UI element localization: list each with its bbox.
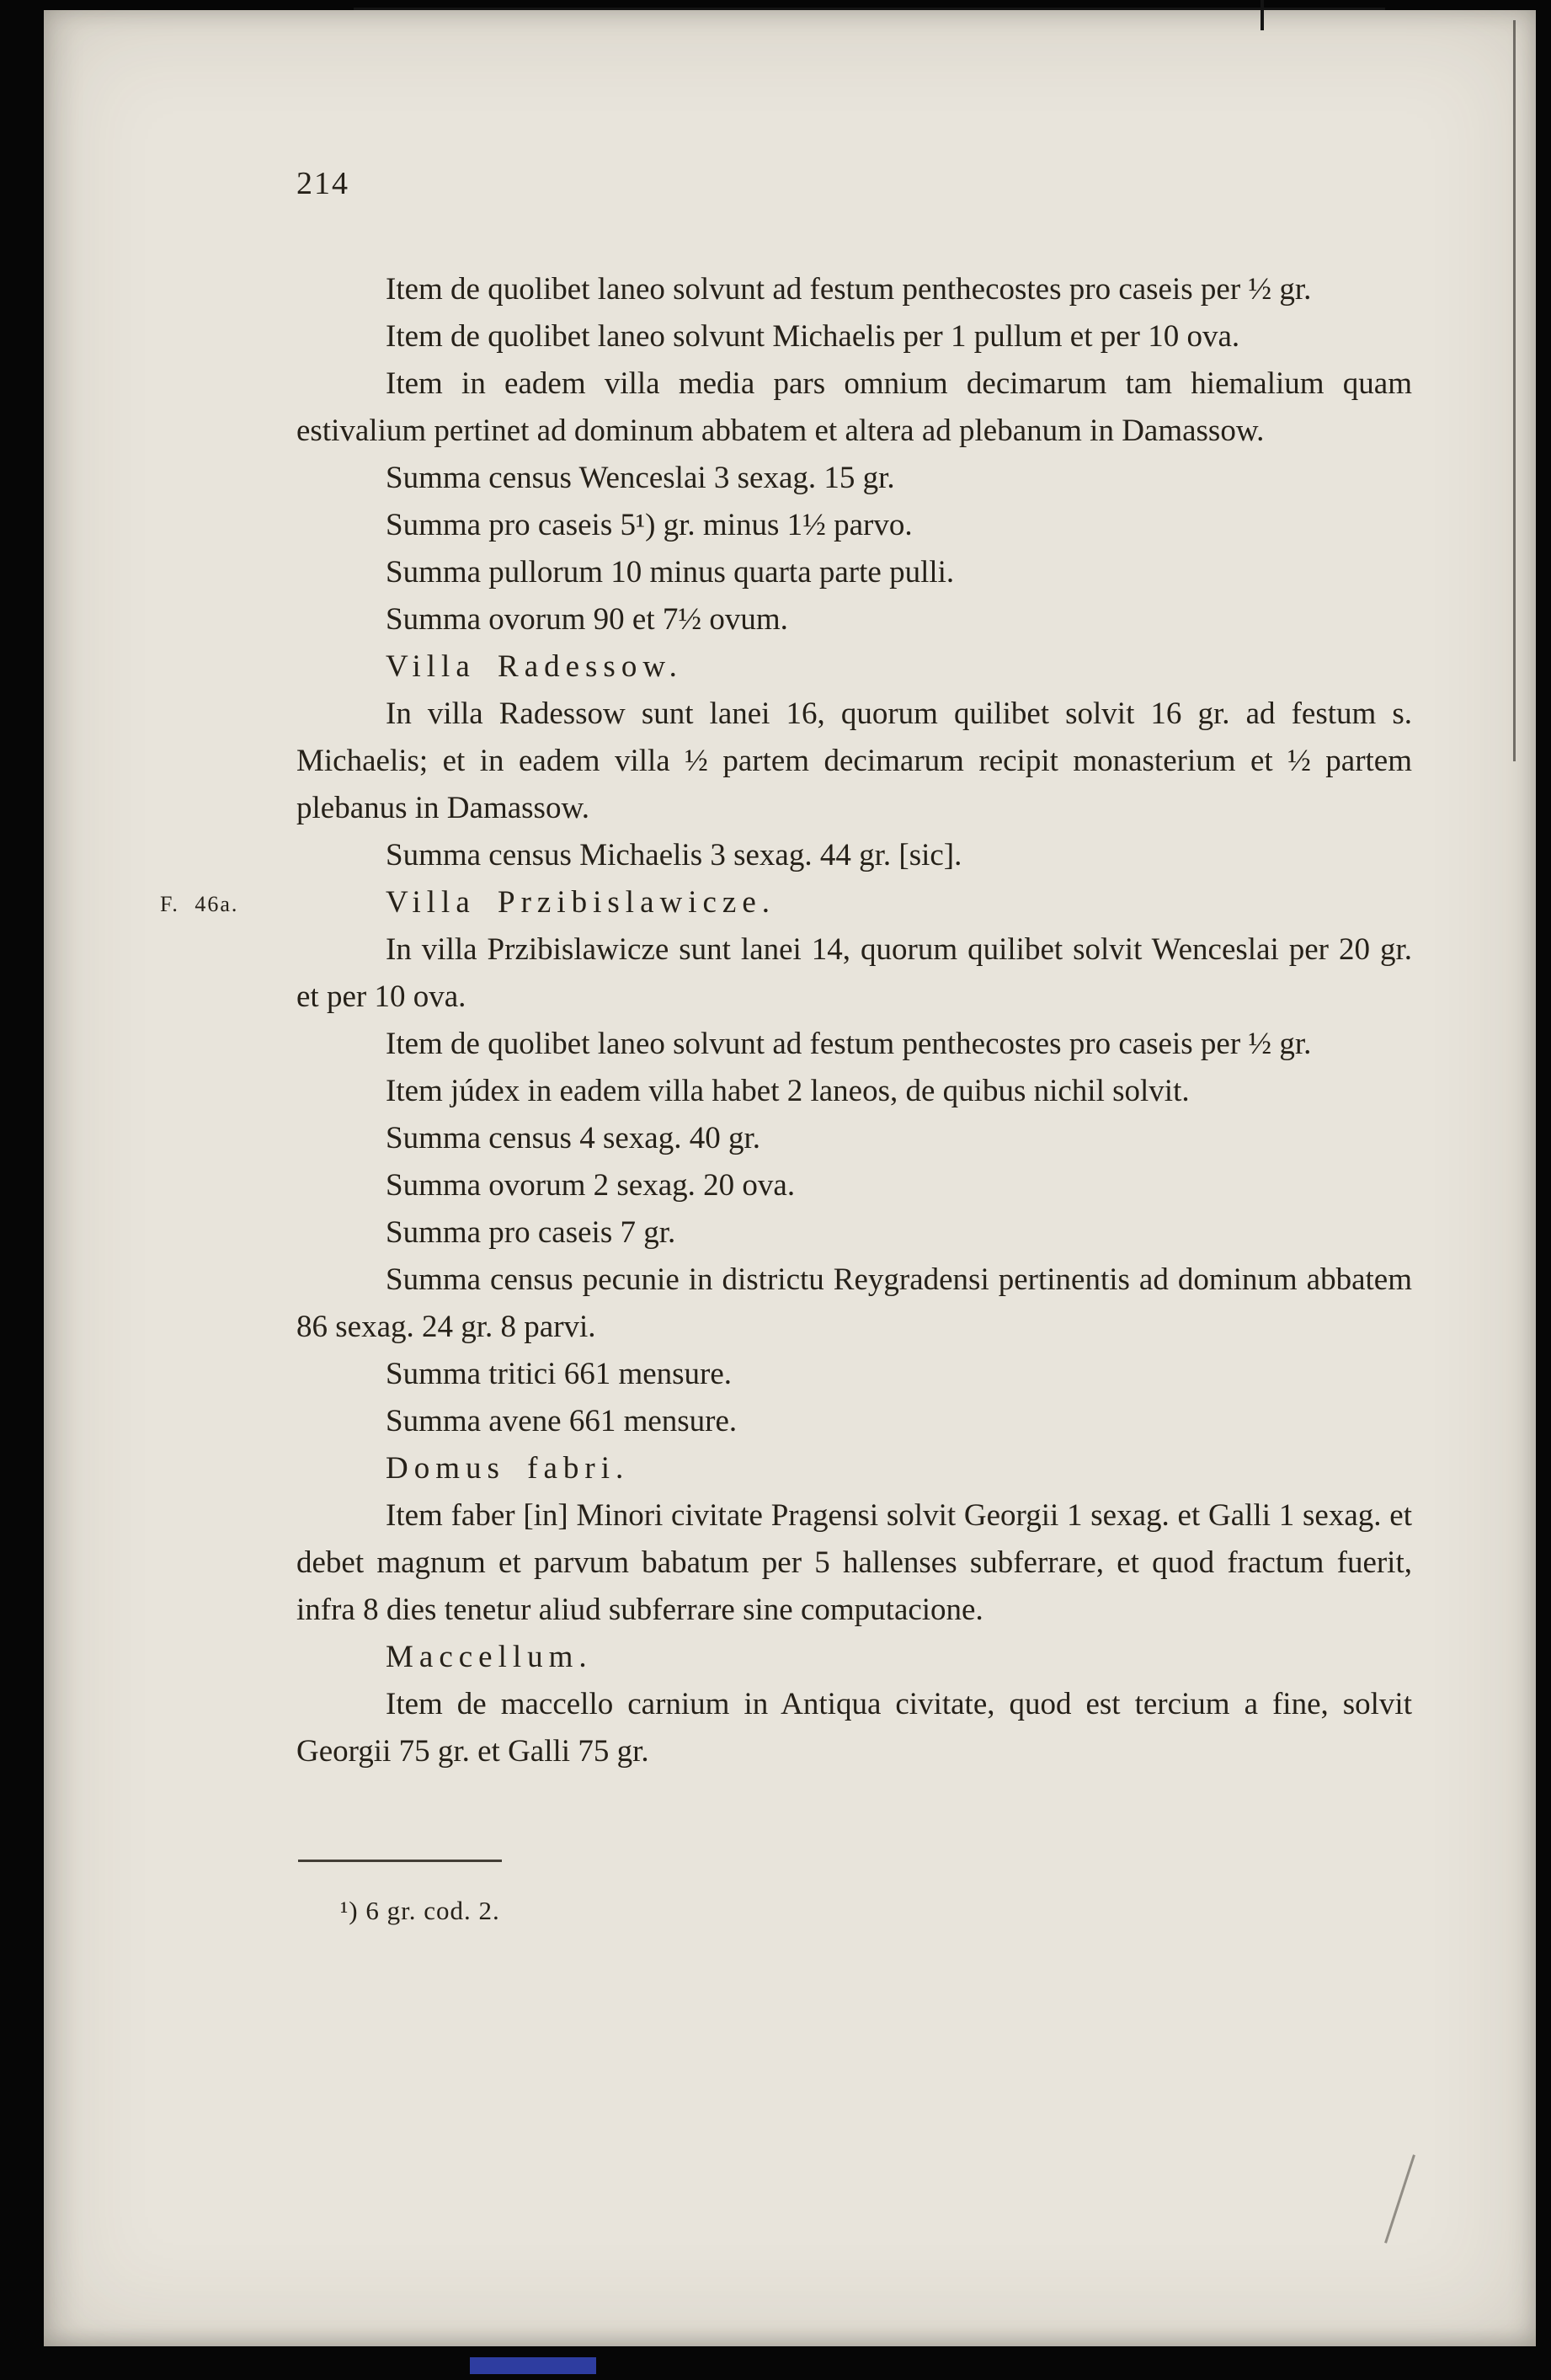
summa-line: Summa pro caseis 7 gr. — [386, 1215, 676, 1250]
page-content — [160, 160, 1412, 1934]
scan-artifact-top-line — [354, 8, 1385, 10]
summa-line: Summa pullorum 10 minus quarta parte pulli. — [386, 555, 955, 590]
paragraph: Item de quolibet laneo solvunt ad festum penthecostes pro caseis per ½ gr. — [386, 272, 1312, 307]
paragraph: Item júdex in eadem villa habet 2 laneos, de quibus nichil solvit. — [386, 1074, 1190, 1108]
section-heading: Domus fabri. — [386, 1451, 630, 1486]
section-heading: Villa Radessow. — [386, 649, 683, 684]
paragraph: Item de maccello carnium in Antiqua civitate, quod est tercium a fine, solvit Georgii 75 gr. et Galli 75 gr. — [296, 1687, 1412, 1769]
scan-artifact-right-edge — [1513, 20, 1516, 761]
summa-line: Summa ovorum 90 et 7½ ovum. — [386, 602, 788, 637]
summa-line: Summa tritici 661 mensure. — [386, 1357, 733, 1391]
summa-line: Summa pro caseis 5¹) gr. minus 1½ parvo. — [386, 508, 913, 542]
scan-artifact-highlight — [470, 2357, 596, 2374]
summa-line: Summa census Wenceslai 3 sexag. 15 gr. — [386, 461, 895, 495]
section-heading: Villa Przibislawicze. F. 46a. — [296, 879, 1412, 926]
section-heading: Maccellum. — [386, 1640, 593, 1674]
footnote: ¹) 6 gr. cod. 2. — [340, 1896, 500, 1925]
paragraph: In villa Radessow sunt lanei 16, quorum quilibet solvit 16 gr. ad festum s. Michaelis; et in eadem villa ½ partem decimarum recipit monasterium et ½ partem plebanus in Damassow. — [296, 696, 1412, 825]
scan-artifact-top-tick — [1261, 0, 1264, 30]
paragraph: Summa census pecunie in districtu Reygradensi pertinentis ad dominum abbatem 86 sexag. 24 gr. 8 parvi. — [296, 1262, 1412, 1344]
paragraph: Item in eadem villa media pars omnium decimarum tam hiemalium quam estivalium pertinet ad dominum abbatem et altera ad plebanum in Damassow. — [296, 366, 1412, 448]
page-body — [160, 266, 1412, 1775]
paragraph: Item de quolibet laneo solvunt Michaelis per 1 pullum et per 10 ova. — [386, 319, 1240, 354]
paragraph: Item de quolibet laneo solvunt ad festum penthecostes pro caseis per ½ gr. — [386, 1027, 1312, 1061]
summa-line: Summa avene 661 mensure. — [386, 1404, 738, 1438]
paragraph: In villa Przibislawicze sunt lanei 14, quorum quilibet solvit Wenceslai per 20 gr. et per 10 ova. — [296, 932, 1412, 1014]
paper-sheet — [44, 10, 1536, 2346]
footnote-rule — [298, 1860, 502, 1862]
summa-line: Summa census Michaelis 3 sexag. 44 gr. [sic]. — [386, 838, 962, 872]
scan-artifact-scratch — [1384, 2154, 1415, 2244]
page-number: 214 — [296, 166, 349, 201]
folio-margin-note: F. 46a. — [160, 892, 239, 916]
summa-line: Summa census 4 sexag. 40 gr. — [386, 1121, 760, 1155]
paragraph: Item faber [in] Minori civitate Pragensi solvit Georgii 1 sexag. et Galli 1 sexag. et debet magnum et parvum babatum per 5 hallenses subferrare, et quod fractum fuerit, infra 8 dies tenetur aliud subferrare sine computacione. — [296, 1498, 1412, 1627]
summa-line: Summa ovorum 2 sexag. 20 ova. — [386, 1168, 796, 1203]
